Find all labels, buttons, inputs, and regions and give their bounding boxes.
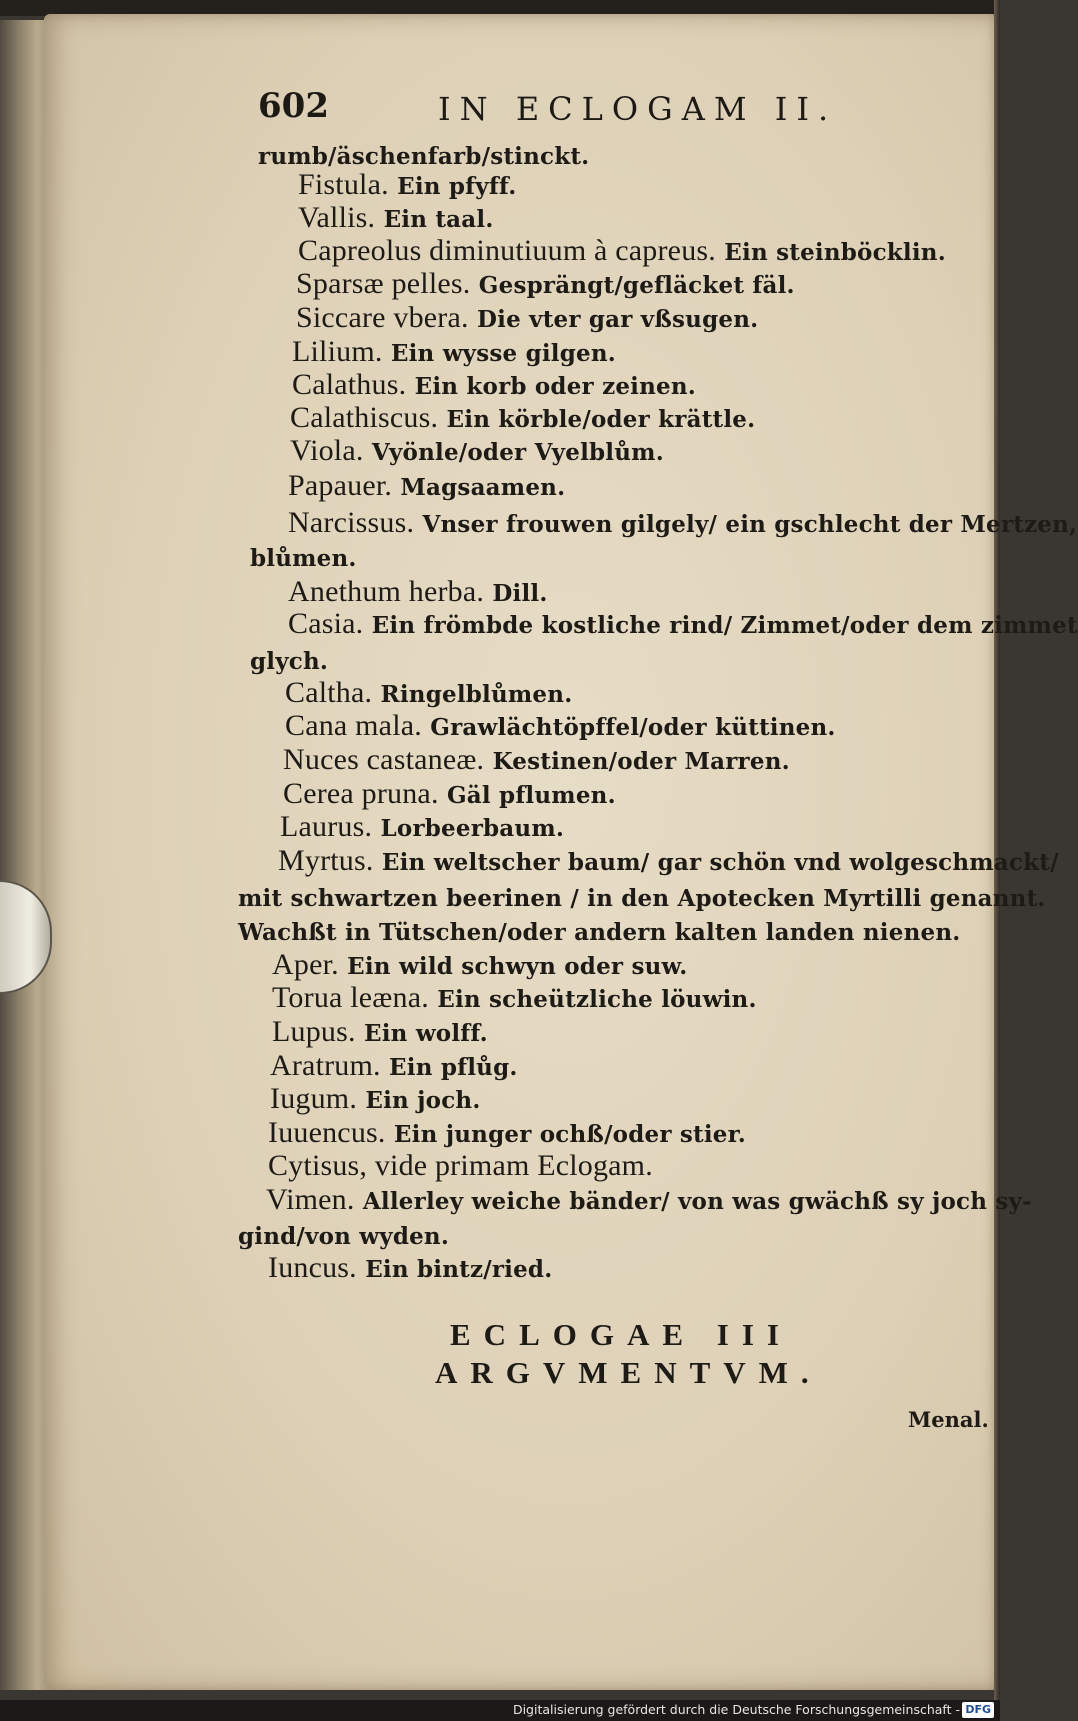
text-line: Lupus. Ein wolff. [272,1015,488,1048]
section-subtitle: ARGVMENTVM. [435,1355,822,1390]
text-line: Cytisus, vide primam Eclogam. [268,1149,653,1182]
footer-bar [0,1700,1000,1721]
text-line: Lilium. Ein wysse gilgen. [292,335,616,368]
text-line: blůmen. [250,545,357,572]
text-line: Cerea pruna. Gäl pflumen. [283,777,616,810]
catchword: Menal. [908,1407,989,1432]
text-line: rumb/äschenfarb/stinckt. [258,143,590,170]
section-title: ECLOGAE III [450,1317,792,1352]
text-line: Vallis. Ein taal. [298,201,494,234]
text-line: Viola. Vyönle/oder Vyelblům. [290,434,664,467]
text-line: Cana mala. Grawlächtöpffel/oder küttinen. [285,709,836,742]
text-line: Torua leæna. Ein scheützliche löuwin. [272,981,757,1014]
text-line: Laurus. Lorbeerbaum. [280,810,565,843]
text-line: Aper. Ein wild schwyn oder suw. [272,948,688,981]
text-line: glych. [250,648,329,675]
text-line: Sparsæ pelles. Gesprängt/gefläcket fäl. [296,267,795,300]
text-line: Siccare vbera. Die vter gar vßsugen. [296,301,759,334]
text-line: Narcissus. Vnser frouwen gilgely/ ein gschlecht der Mertzen, [288,506,1078,539]
text-line: Capreolus diminutiuum à capreus. Ein steinböcklin. [298,234,946,267]
text-line: Aratrum. Ein pflůg. [270,1049,518,1082]
text-line: Calathus. Ein korb oder zeinen. [292,368,696,401]
text-line: Iugum. Ein joch. [270,1082,481,1115]
text-line: Papauer. Magsaamen. [288,469,566,502]
text-line: Wachßt in Tütschen/oder andern kalten landen nienen. [238,919,961,946]
running-head: IN ECLOGAM II. [438,90,838,128]
text-line: Vimen. Allerley weiche bänder/ von was gwächß sy joch sy- [266,1183,1032,1216]
text-line: Calathiscus. Ein körble/oder krättle. [290,401,756,434]
text-line: mit schwartzen beerinen / in den Apotecken Myrtilli genannt. [238,885,1046,912]
text-line: Iuuencus. Ein junger ochß/oder stier. [268,1116,747,1149]
digitization-credit: Digitalisierung gefördert durch die Deutsche Forschungsgemeinschaft - [512,1702,960,1717]
dfg-logo-icon: DFG [962,1702,994,1718]
text-line: Fistula. Ein pfyff. [298,168,517,201]
text-line: Anethum herba. Dill. [288,575,548,608]
text-line: gind/von wyden. [238,1223,450,1250]
text-line: Iuncus. Ein bintz/ried. [268,1251,553,1284]
text-line: Nuces castaneæ. Kestinen/oder Marren. [283,743,790,776]
page-number: 602 [258,86,329,126]
text-line: Myrtus. Ein weltscher baum/ gar schön vnd wolgeschmackt/ [278,844,1059,877]
text-line: Caltha. Ringelblůmen. [285,676,573,709]
text-line: Casia. Ein frömbde kostliche rind/ Zimmet/oder dem zimmet [288,607,1078,640]
